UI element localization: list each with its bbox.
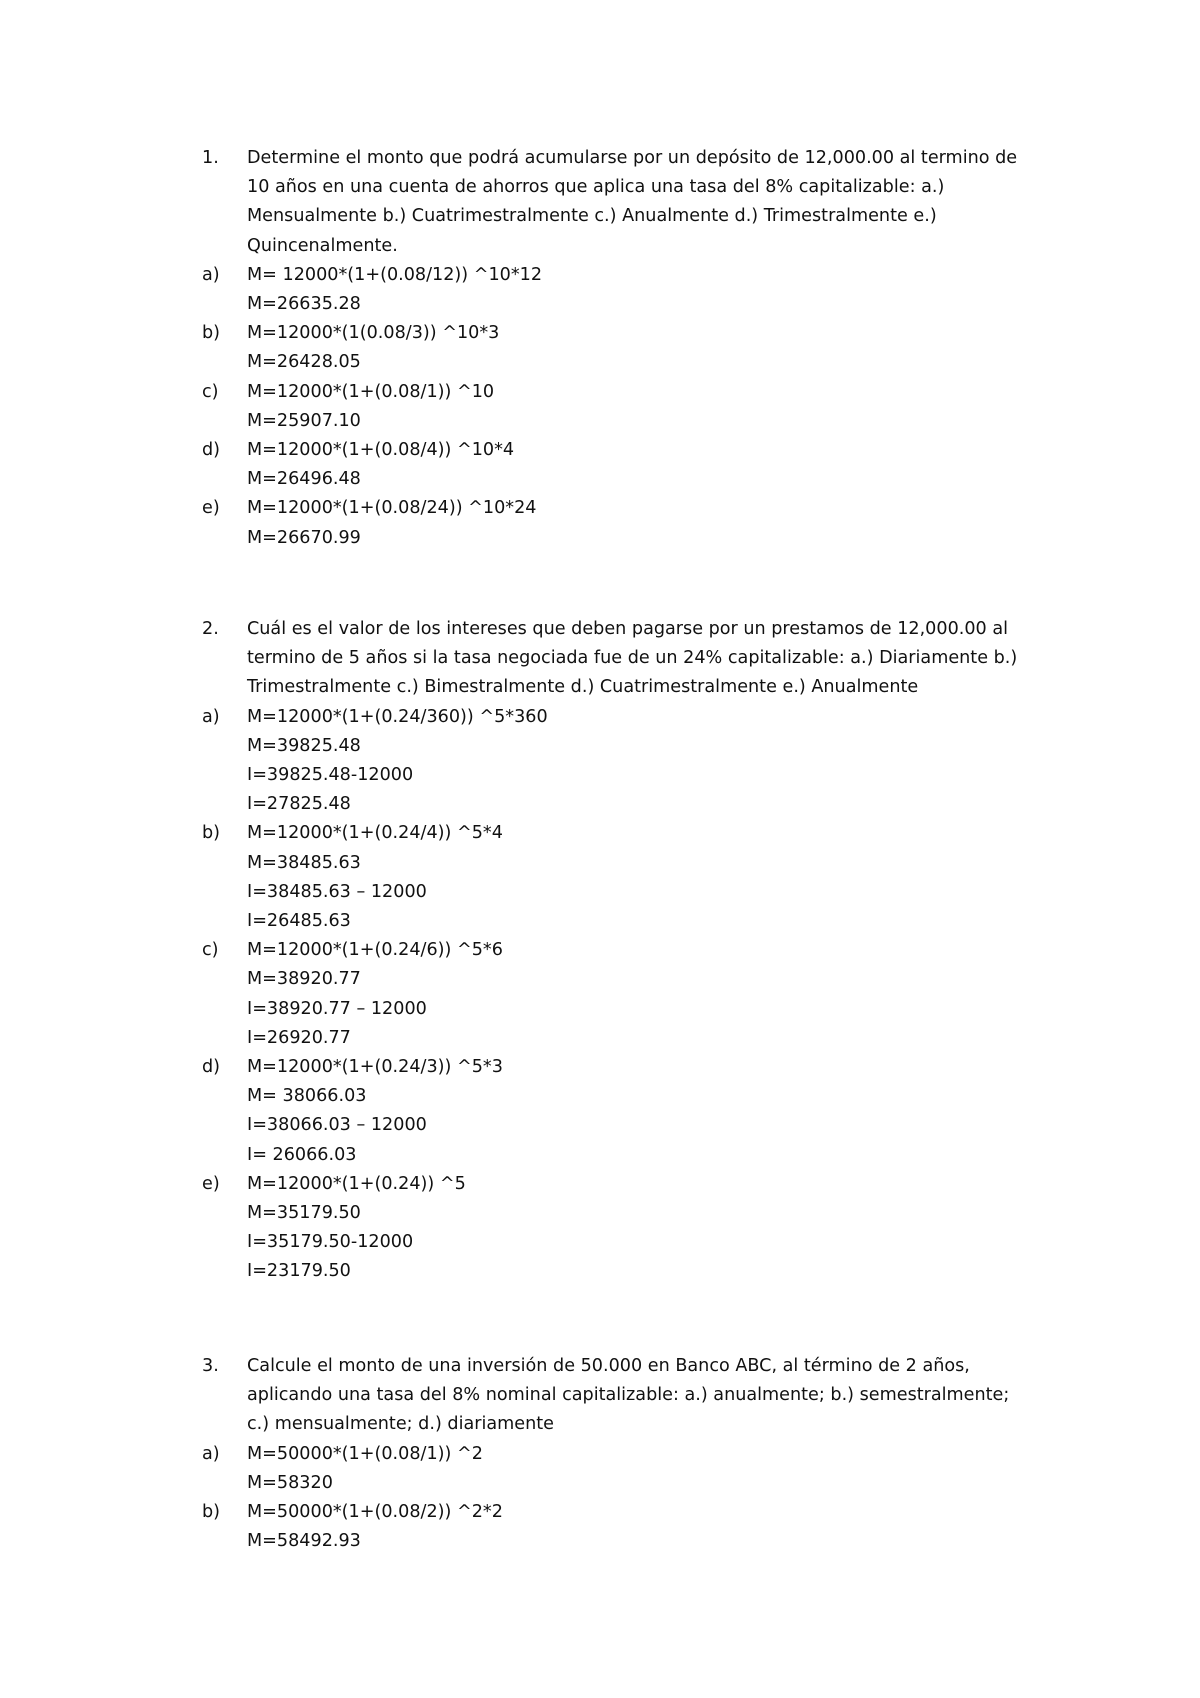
result-line: M=26428.05 — [247, 352, 361, 373]
answer-label: b) — [202, 823, 221, 844]
statement-line: aplicando una tasa del 8% nominal capitalizable: a.) anualmente; b.) semestralmente; — [247, 1385, 1010, 1406]
problem-number: 1. — [202, 148, 219, 168]
result-line: M=39825.48 — [247, 735, 361, 756]
answer-label: e) — [202, 498, 220, 519]
formula-line: M=50000*(1+(0.08/1)) ^2 — [247, 1443, 483, 1464]
statement-line: c.) mensualmente; d.) diariamente — [247, 1414, 554, 1435]
interest-formula-line: I=39825.48-12000 — [247, 765, 414, 786]
formula-line: M=12000*(1+(0.24/360)) ^5*360 — [247, 706, 548, 727]
formula-line: M=12000*(1(0.08/3)) ^10*3 — [247, 323, 500, 344]
interest-formula-line: I=35179.50-12000 — [247, 1232, 414, 1253]
result-line: M=35179.50 — [247, 1203, 361, 1224]
answer-label: a) — [202, 706, 220, 727]
answer-item — [202, 1498, 1042, 1556]
result-line: M= 38066.03 — [247, 1086, 367, 1107]
formula-line: M=50000*(1+(0.08/2)) ^2*2 — [247, 1502, 503, 1523]
problem-statement — [202, 615, 1042, 703]
interest-result-line: I= 26066.03 — [247, 1144, 357, 1165]
statement-line: Calcule el monto de una inversión de 50.000 en Banco ABC, al término de 2 años, — [247, 1356, 970, 1376]
answer-item — [202, 819, 1042, 936]
answer-item — [202, 1170, 1042, 1287]
statement-line: Cuál es el valor de los intereses que deben pagarse por un prestamos de 12,000.00 al — [247, 619, 1008, 639]
answer-item — [202, 936, 1042, 1053]
answer-item — [202, 703, 1042, 820]
formula-line: M=12000*(1+(0.24/6)) ^5*6 — [247, 940, 503, 961]
answer-item — [202, 436, 1042, 494]
result-line: M=26635.28 — [247, 294, 361, 315]
result-line: M=25907.10 — [247, 410, 361, 431]
answer-item — [202, 319, 1042, 377]
interest-formula-line: I=38485.63 – 12000 — [247, 881, 427, 902]
formula-line: M=12000*(1+(0.08/24)) ^10*24 — [247, 498, 537, 519]
answer-label: c) — [202, 940, 219, 961]
formula-line: M=12000*(1+(0.08/4)) ^10*4 — [247, 440, 515, 461]
statement-line: Determine el monto que podrá acumularse por un depósito de 12,000.00 al termino de — [247, 148, 1018, 168]
answer-label: a) — [202, 1443, 220, 1464]
problem-number: 2. — [202, 619, 219, 639]
problem-statement — [202, 1352, 1042, 1440]
answer-label: b) — [202, 1502, 221, 1523]
statement-line: Mensualmente b.) Cuatrimestralmente c.) Anualmente d.) Trimestralmente e.) — [247, 206, 937, 227]
statement-line: Quincenalmente. — [247, 235, 398, 256]
answer-item — [202, 378, 1042, 436]
answer-label: c) — [202, 381, 219, 402]
interest-result-line: I=26485.63 — [247, 911, 351, 932]
result-line: M=26496.48 — [247, 469, 361, 490]
interest-result-line: I=27825.48 — [247, 794, 351, 815]
answer-item — [202, 261, 1042, 319]
interest-result-line: I=26920.77 — [247, 1027, 351, 1048]
formula-line: M=12000*(1+(0.24/3)) ^5*3 — [247, 1057, 503, 1078]
formula-line: M=12000*(1+(0.24)) ^5 — [247, 1173, 466, 1194]
formula-line: M=12000*(1+(0.24/4)) ^5*4 — [247, 823, 503, 844]
result-line: M=26670.99 — [247, 527, 361, 548]
problem-2 — [202, 615, 1042, 1287]
answer-item — [202, 494, 1042, 552]
answer-label: e) — [202, 1173, 220, 1194]
interest-formula-line: I=38066.03 – 12000 — [247, 1115, 427, 1136]
result-line: M=58320 — [247, 1472, 333, 1493]
answer-label: b) — [202, 323, 221, 344]
formula-line: M=12000*(1+(0.08/1)) ^10 — [247, 381, 495, 402]
answer-label: d) — [202, 1057, 221, 1078]
interest-formula-line: I=38920.77 – 12000 — [247, 998, 427, 1019]
problem-number: 3. — [202, 1356, 219, 1376]
formula-line: M= 12000*(1+(0.08/12)) ^10*12 — [247, 264, 543, 285]
statement-line: 10 años en una cuenta de ahorros que aplica una tasa del 8% capitalizable: a.) — [247, 177, 945, 198]
answer-item — [202, 1440, 1042, 1498]
problem-3 — [202, 1352, 1042, 1556]
statement-line: Trimestralmente c.) Bimestralmente d.) Cuatrimestralmente e.) Anualmente — [247, 677, 919, 698]
result-line: M=38920.77 — [247, 969, 361, 990]
answer-label: d) — [202, 440, 221, 461]
problem-statement — [202, 144, 1042, 261]
result-line: M=38485.63 — [247, 852, 361, 873]
result-line: M=58492.93 — [247, 1531, 361, 1552]
answer-item — [202, 1053, 1042, 1170]
problem-1 — [202, 144, 1042, 553]
answer-label: a) — [202, 264, 220, 285]
statement-line: termino de 5 años si la tasa negociada fue de un 24% capitalizable: a.) Diariamente b.) — [247, 648, 1018, 669]
interest-result-line: I=23179.50 — [247, 1261, 351, 1282]
